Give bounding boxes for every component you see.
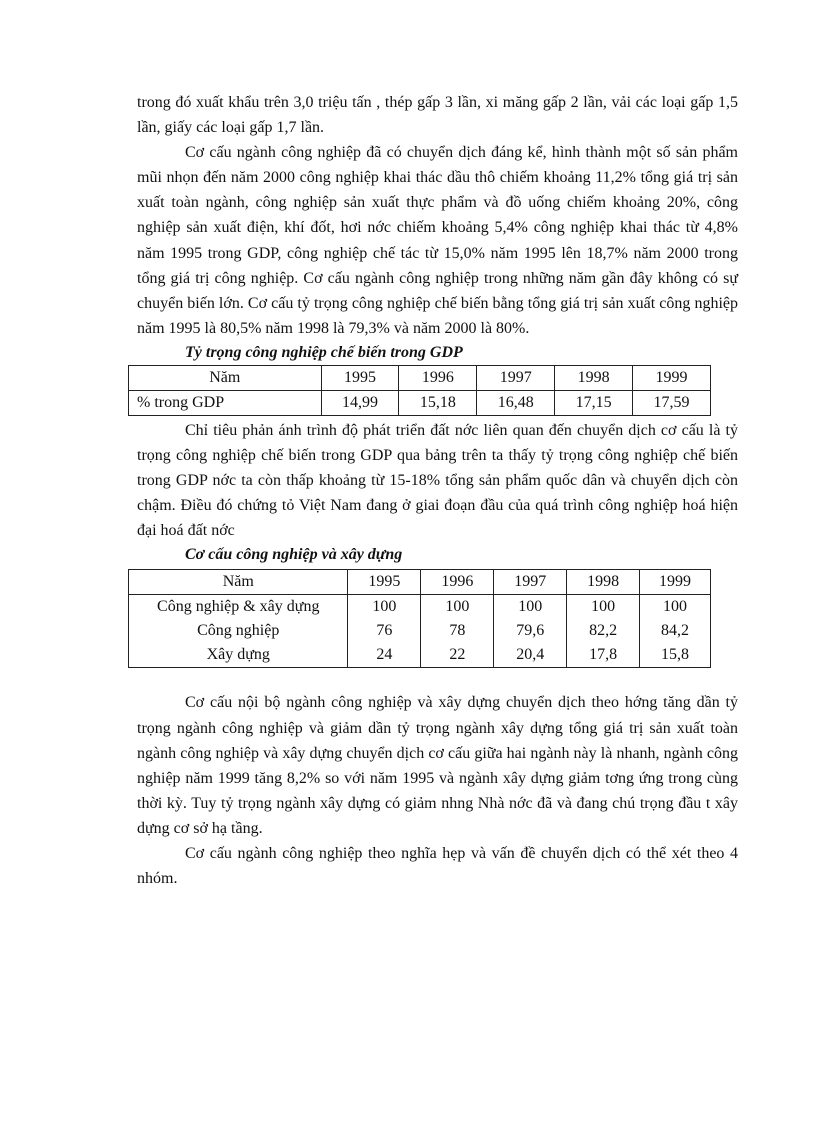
table2-year: 1999 [640,570,711,595]
table2-year: 1998 [567,570,640,595]
table2-row-label: Xây dựng [129,643,348,668]
table2-cell: 20,4 [494,643,567,668]
table1-cell: 15,18 [399,390,477,415]
table2-row-label: Công nghiệp [129,619,348,643]
table1-year: 1999 [633,365,711,390]
table1-cell: 16,48 [477,390,555,415]
paragraph-1: trong đó xuất khẩu trên 3,0 triệu tấn , thép gấp 3 lần, xi măng gấp 2 lần, vải các loại gấp 1,5 lần, giấy các loại gấp 1,7 lần. [137,94,738,137]
table2-cell: 100 [640,595,711,620]
table2-cell: 100 [348,595,421,620]
table2-year: 1995 [348,570,421,595]
table1-data-row [129,390,711,415]
table1-year: 1996 [399,365,477,390]
table2-cell: 100 [494,595,567,620]
table1-year: 1997 [477,365,555,390]
table1-year: 1995 [321,365,399,390]
table2-cell: 17,8 [567,643,640,668]
table2-caption: Cơ cấu công nghiệp và xây dựng [185,546,403,564]
table2-cell: 22 [421,643,494,668]
document-page [137,90,738,891]
table2-cell: 100 [567,595,640,620]
paragraph-4: Cơ cấu nội bộ ngành công nghiệp và xây dựng chuyển dịch theo hớng tăng dần tỷ trọng ngành công nghiệp và giảm dần tỷ trọng ngành xây dựng tổng giá trị sản xuất toàn ngành công nghiệp và xây dựng chuyển dịch cơ cấu giữa hai ngành này là nhanh, ngành công nghiệp năm 1999 tăng 8,2% so với năm 1995 và ngành xây dựng giảm tơng ứng trong cùng thời kỳ. Tuy tỷ trọng ngành xây dựng có giảm nhng Nhà nớc đã và đang chú trọng đầu t xây dựng cơ sở hạ tầng. [137,694,738,837]
table2-row-label: Công nghiệp & xây dựng [129,595,348,620]
table2-cell: 15,8 [640,643,711,668]
table1-cell: 14,99 [321,390,399,415]
table2-cell: 79,6 [494,619,567,643]
table1-caption: Tỷ trọng công nghiệp chế biến trong GDP [185,343,463,361]
table2-header-row [129,570,711,595]
paragraph-3: Chỉ tiêu phản ánh trình độ phát triển đất nớc liên quan đến chuyển dịch cơ cấu là tỷ trọng công nghiệp chế biến trong GDP qua bảng trên ta thấy tỷ trọng công nghiệp chế biến trong GDP nớc ta còn thấp khoảng từ 15-18% tổng sản phẩm quốc dân và chuyển dịch còn chậm. Điều đó chứng tỏ Việt Nam đang ở giai đoạn đầu của quá trình công nghiệp hoá hiện đại hoá đất nớc [137,421,738,540]
table2-cell: 76 [348,619,421,643]
table2-cell: 82,2 [567,619,640,643]
table2-cell: 78 [421,619,494,643]
table-industry-share-gdp [128,365,711,416]
table2-cell: 84,2 [640,619,711,643]
table2-row [129,619,711,643]
table2-header-label: Năm [129,570,348,595]
table1-header-label: Năm [129,365,322,390]
table1-header-row [129,365,711,390]
spacer [137,668,738,690]
table1-year: 1998 [555,365,633,390]
paragraph-5: Cơ cấu ngành công nghiệp theo nghĩa hẹp và vấn đề chuyển dịch có thể xét theo 4 nhóm. [137,844,738,888]
table2-cell: 24 [348,643,421,668]
table2-row [129,643,711,668]
table1-row-label: % trong GDP [129,390,322,415]
table2-year: 1997 [494,570,567,595]
table2-row [129,595,711,620]
paragraph-2: Cơ cấu ngành công nghiệp đã có chuyển dịch đáng kể, hình thành một số sản phẩm mũi nhọn đến năm 2000 công nghiệp khai thác dầu thô chiếm khoảng 11,2% tổng giá trị sản xuất toàn ngành, công nghiệp sản xuất thực phẩm và đồ uống chiếm khoảng 20%, công nghiệp sản xuất điện, khí đốt, hơi nớc chiếm khoảng 5,4% công nghiệp khai thác từ 4,8% năm 1995 trong GDP, công nghiệp chế tác từ 15,0% năm 1995 lên 18,7% năm 2000 trong tổng giá trị công nghiệp. Cơ cấu ngành công nghiệp trong những năm gần đây không có sự chuyển biến lớn. Cơ cấu tỷ trọng công nghiệp chế biến bằng tổng giá trị sản xuất công nghiệp năm 1995 là 80,5% năm 1998 là 79,3% và năm 2000 là 80%. [137,144,738,337]
table2-year: 1996 [421,570,494,595]
table1-cell: 17,59 [633,390,711,415]
table2-cell: 100 [421,595,494,620]
table-industry-construction-structure [128,569,711,668]
table1-cell: 17,15 [555,390,633,415]
